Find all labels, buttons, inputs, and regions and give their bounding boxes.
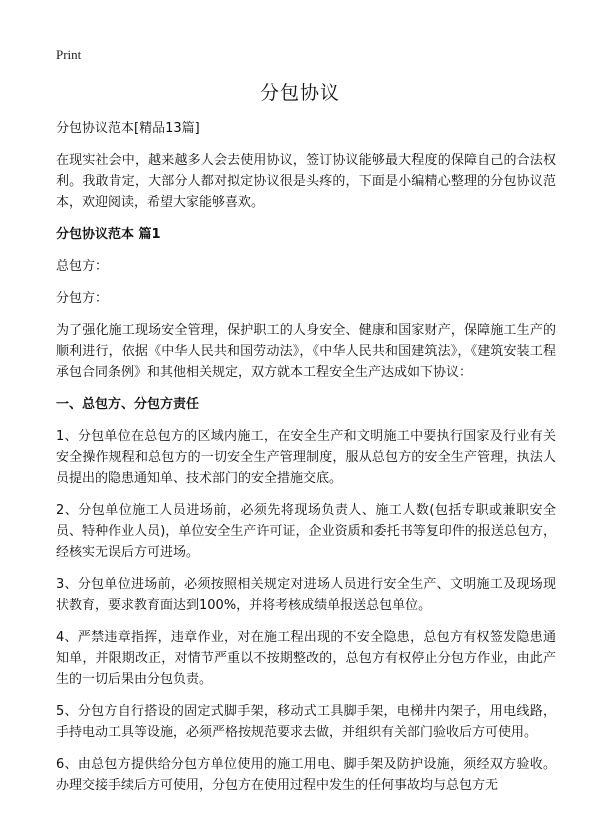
- preamble-paragraph: 为了强化施工现场安全管理，保护职工的人身安全、健康和国家财产，保障施工生产的顺利进行，依据《中华人民共和国劳动法》，《中华人民共和国建筑法》，《建筑安装工程承包合同条例》和其他相关规定，双方就本工程安全生产达成如下协议：: [56, 323, 556, 380]
- document-body: [56, 118, 556, 807]
- clause-paragraph: 2、分包单位施工人员进场前，必须先将现场负责人、施工人数(包括专职或兼职安全员、特种作业人员)，单位安全生产许可证，企业资质和委托书等复印件的报送总包方，经核实无误后方可进场。: [56, 503, 556, 560]
- document-subtitle: 分包协议范本[精品13篇]: [56, 121, 200, 136]
- clause-paragraph: 3、分包单位进场前，必须按照相关规定对进场人员进行安全生产、文明施工及现场现状教育，要求教育面达到100%，并将考核成绩单报送总包单位。: [56, 577, 556, 613]
- party-a-line: 总包方：: [56, 259, 109, 274]
- clause-paragraph: 1、分包单位在总包方的区域内施工，在安全生产和文明施工中要执行国家及行业有关安全操作规程和总包方的一切安全生产管理制度，服从总包方的安全生产管理，执法人员提出的隐患通知单、技术部门的安全措施交底。: [56, 429, 556, 486]
- clause-paragraph: 5、分包方自行搭设的固定式脚手架，移动式工具脚手架，电梯井内架子，用电线路，手持电动工具等设施，必须严格按规范要求去做，并组织有关部门验收后方可使用。: [56, 704, 556, 740]
- section-title: 分包协议范本 篇1: [56, 227, 161, 242]
- document-title: 分包协议: [259, 82, 340, 104]
- clause-paragraph: 6、由总包方提供给分包方单位使用的施工用电、脚手架及防护设施，须经双方验收。办理交接手续后方可使用，分包方在使用过程中发生的任何事故均与总包方无: [56, 757, 556, 793]
- intro-paragraph: 在现实社会中，越来越多人会去使用协议，签订协议能够最大程度的保障自己的合法权利。我敢肯定，大部分人都对拟定协议很是头疼的，下面是小编精心整理的分包协议范本，欢迎阅读，希望大家能够喜欢。: [56, 153, 556, 210]
- chapter-title: 一、总包方、分包方责任: [56, 397, 200, 412]
- print-label[interactable]: Print: [56, 47, 82, 62]
- clause-paragraph: 4、严禁违章指挥，违章作业，对在施工程出现的不安全隐患，总包方有权签发隐患通知单，并限期改正，对情节严重以不按期整改的，总包方有权停止分包方作业，由此产生的一切后果由分包负责。: [56, 630, 556, 687]
- party-b-line: 分包方：: [56, 291, 109, 306]
